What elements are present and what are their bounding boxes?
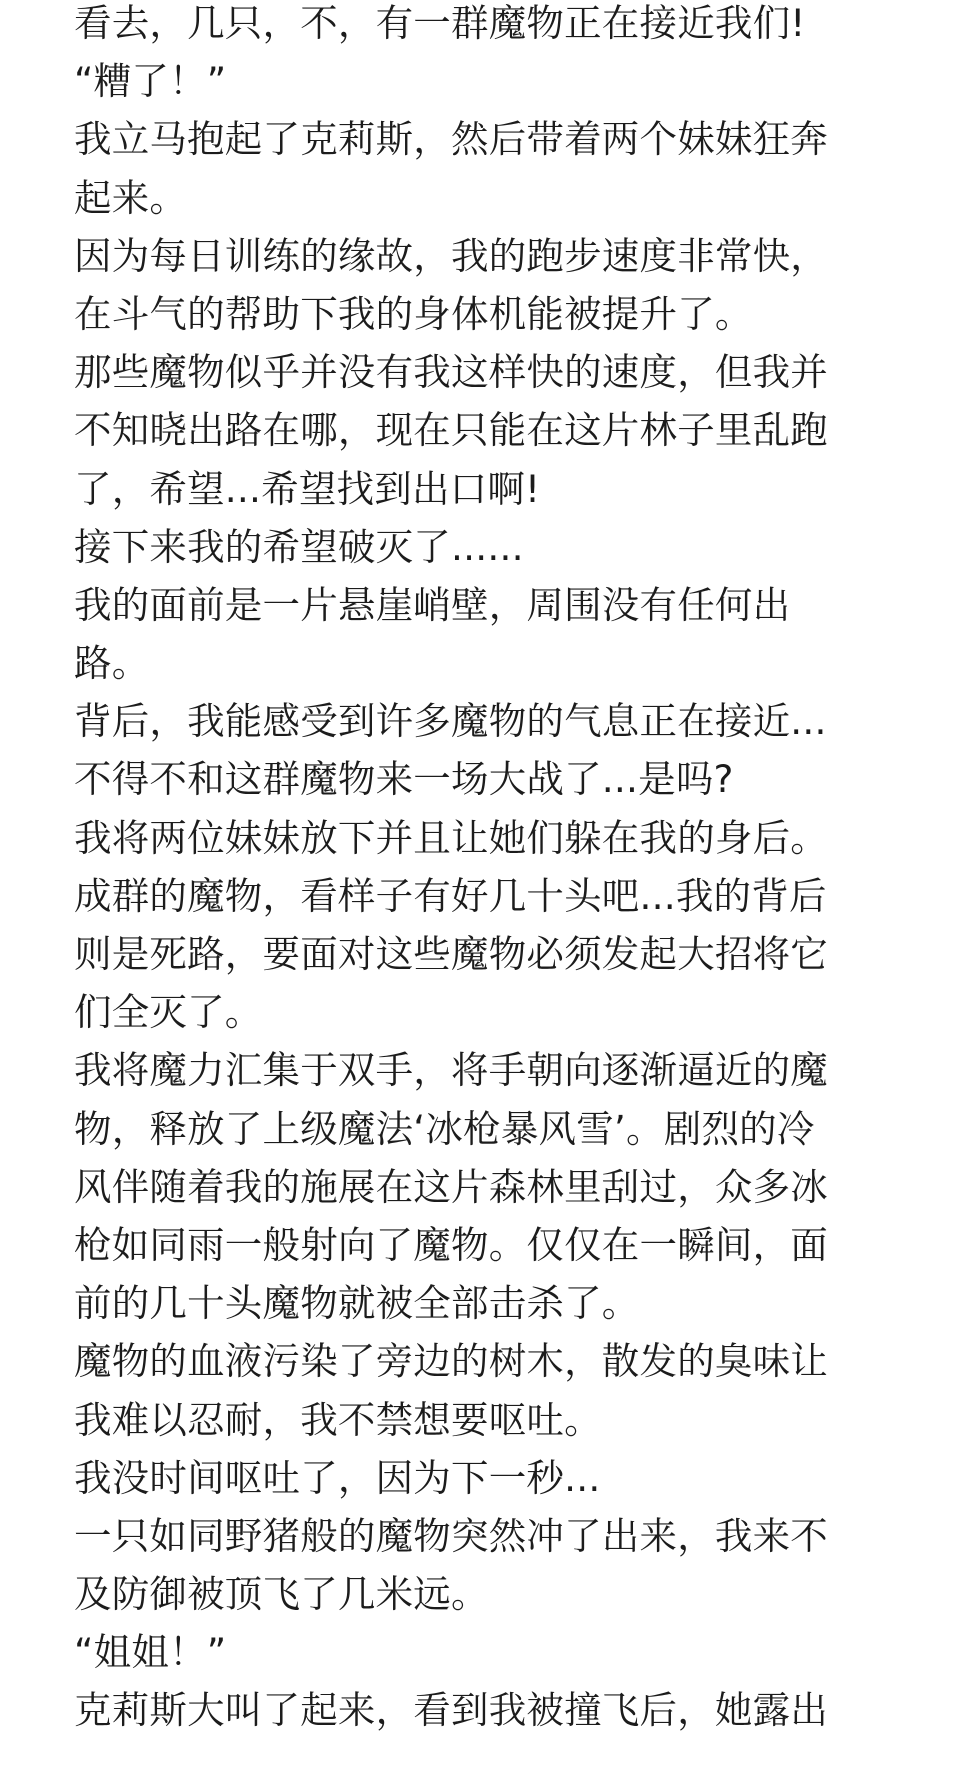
text-line: 看去，几只，不，有一群魔物正在接近我们!: [74, 1, 806, 45]
text-line: 不得不和这群魔物来一场大战了...是吗?: [74, 757, 734, 802]
text-line: 我的面前是一片悬崖峭壁，周围没有任何出: [74, 582, 791, 627]
text-line: 接下来我的希望破灭了......: [74, 524, 524, 569]
text-line: 了，希望...希望找到出口啊!: [74, 466, 541, 511]
text-line: 起来。: [74, 175, 188, 220]
text-line: 物，释放了上级魔法‘冰枪暴风雪’。剧烈的冷: [74, 1106, 815, 1151]
text-line: 前的几十头魔物就被全部击杀了。: [74, 1281, 640, 1326]
text-line: 克莉斯大叫了起来，看到我被撞飞后，她露出: [74, 1688, 828, 1733]
text-line: 我难以忍耐，我不禁想要呕吐。: [74, 1397, 602, 1442]
text-line: 路。: [74, 641, 150, 686]
text-line: 背后，我能感受到许多魔物的气息正在接近...: [74, 699, 827, 744]
text-line: 魔物的血液污染了旁边的树木，散发的臭味让: [74, 1339, 828, 1384]
text-line: 一只如同野猪般的魔物突然冲了出来，我来不: [74, 1513, 828, 1558]
text-line: 则是死路，要面对这些魔物必须发起大招将它: [74, 932, 828, 976]
text-line: 我没时间呕吐了，因为下一秒...: [74, 1455, 601, 1500]
text-line: 在斗气的帮助下我的身体机能被提升了。: [74, 291, 753, 336]
text-line: 不知晓出路在哪，现在只能在这片林子里乱跑: [74, 408, 828, 453]
text-line: 那些魔物似乎并没有我这样快的速度，但我并: [74, 350, 828, 395]
text-line: 风伴随着我的施展在这片森林里刮过，众多冰: [74, 1164, 828, 1209]
text-line: 及防御被顶飞了几米远。: [74, 1572, 489, 1617]
text-line: “糟了！”: [74, 59, 227, 104]
text-line: 成群的魔物，看样子有好几十头吧...我的背后: [74, 873, 827, 918]
text-line: 我将魔力汇集于双手，将手朝向逐渐逼近的魔: [74, 1048, 828, 1093]
text-line: 枪如同雨一般射向了魔物。仅仅在一瞬间，面: [74, 1222, 828, 1267]
text-line: 们全灭了。: [74, 990, 263, 1035]
text-line: 我将两位妹妹放下并且让她们躲在我的身后。: [74, 815, 828, 860]
text-line: 我立马抱起了克莉斯，然后带着两个妹妹狂奔: [74, 117, 828, 162]
story-text-body: [74, 0, 954, 1740]
text-line: 因为每日训练的缘故，我的跑步速度非常快，: [74, 233, 828, 278]
text-line: “姐姐！”: [74, 1630, 227, 1675]
